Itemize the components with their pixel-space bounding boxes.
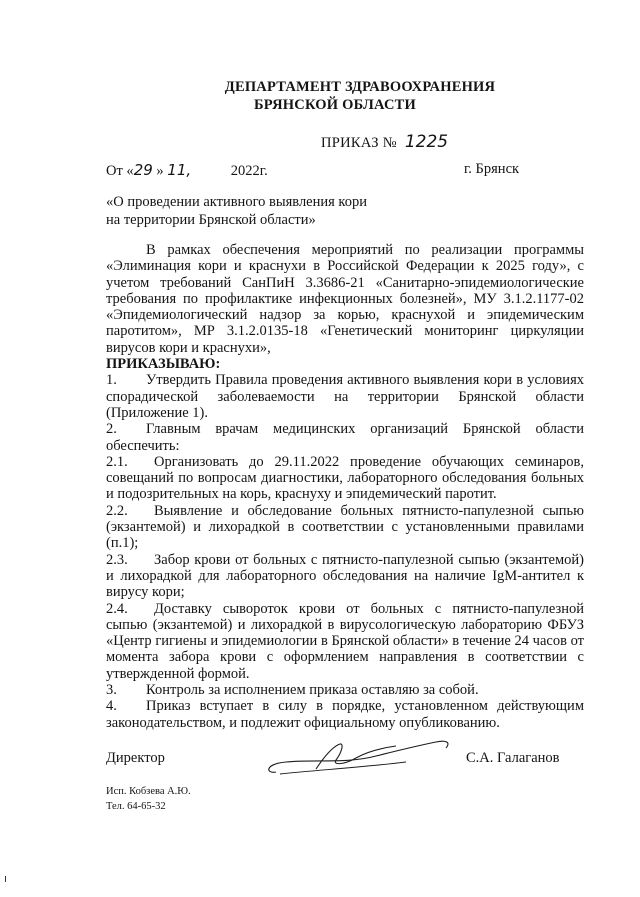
department-header (0, 78, 640, 114)
date-month: 11, (167, 161, 192, 179)
list-item (106, 454, 584, 503)
order-subject (106, 193, 367, 229)
list-item (106, 372, 584, 421)
executor-footer (106, 784, 191, 814)
subject-line-2: на территории Брянской области» (106, 212, 316, 228)
item-text: Доставку сывороток крови от больных с пятнисто-папулезной сыпью (экзантемой) и лихорадкой в вирусологическую лабораторию ФБУЗ «Центр гигиены и эпидемиологии в Брянской области» в течение 24 часов от момента забора крови с оформлением направления в соответствии с утвержденной формой. (106, 600, 584, 682)
date-year: 2022г. (230, 163, 268, 179)
list-item (106, 698, 584, 731)
order-date (106, 161, 268, 180)
city: г. Брянск (464, 161, 520, 177)
list-item (106, 503, 584, 552)
item-number: 2.1. (106, 453, 128, 470)
item-number: 1. (106, 372, 117, 389)
item-number: 2. (106, 421, 117, 438)
signatory-name: С.А. Галаганов (466, 750, 560, 766)
item-text: Организовать до 29.11.2022 проведение обучающих семинаров, совещаний по вопросам диагностики, лабораторного обследования больных и подозрительных на корь, краснуху и эпидемический паротит. (106, 453, 584, 503)
scan-edge-mark (5, 876, 6, 882)
item-number: 3. (106, 682, 117, 699)
header-line-2: БРЯНСКОЙ ОБЛАСТИ (254, 97, 416, 113)
date-prefix: От « (106, 163, 134, 179)
list-item (106, 552, 584, 601)
item-number: 2.3. (106, 551, 128, 568)
order-label: ПРИКАЗ № (321, 135, 397, 151)
list-item (106, 421, 584, 454)
item-text: Выявление и обследование больных пятнисто-папулезной сыпью (экзантемой) и лихорадкой в соответствии с установленными правилами (п.1); (106, 502, 584, 552)
executor-name: Исп. Кобзева А.Ю. (106, 786, 191, 797)
date-day: 29 (133, 161, 153, 179)
list-item (106, 682, 584, 698)
prikaz-word: ПРИКАЗЫВАЮ: (106, 356, 221, 373)
order-title (321, 132, 448, 152)
signatory-role: Директор (106, 750, 165, 766)
item-text: Забор крови от больных с пятнисто-папулезной сыпью (экзантемой) и лихорадкой для лабораторного обследования на наличие IgM-антител к вирусу кори; (106, 551, 584, 601)
item-text: Главным врачам медицинских организаций Брянской области обеспечить: (106, 421, 584, 454)
list-item (106, 601, 584, 682)
item-number: 2.2. (106, 502, 128, 519)
header-line-1: ДЕПАРТАМЕНТ ЗДРАВООХРАНЕНИЯ (224, 79, 496, 95)
date-mid: » (156, 163, 164, 179)
item-number: 2.4. (106, 600, 128, 617)
item-text: Контроль за исполнением приказа оставляю за собой. (146, 682, 479, 699)
intro-paragraph: В рамках обеспечения мероприятий по реализации программы «Элиминация кори и краснухи в Российской Федерации к 2025 году», с учетом требований СанПиН 3.3686-21 «Санитарно-эпидемиологические требования по профилактике инфекционных болезней», МУ 3.1.2.1177-02 «Эпидемиологический надзор за корью, краснухой и эпидемическим паротитом», МР 3.1.2.0135-18 «Генетический мониторинг циркуляции вирусов кори и краснухи», (106, 242, 584, 356)
item-number: 4. (106, 698, 117, 715)
handwritten-signature (256, 734, 466, 784)
executor-phone: Тел. 64-65-32 (106, 801, 166, 812)
item-text: Утвердить Правила проведения активного выявления кори в условиях спорадической заболеваемости на территории Брянской области (Приложение 1). (106, 372, 584, 421)
item-text: Приказ вступает в силу в порядке, установленном действующим законодательством, и подлежит официальному опубликованию. (106, 698, 584, 731)
order-number: 1225 (404, 132, 449, 152)
order-body (106, 242, 584, 731)
subject-line-1: «О проведении активного выявления кори (106, 194, 367, 210)
